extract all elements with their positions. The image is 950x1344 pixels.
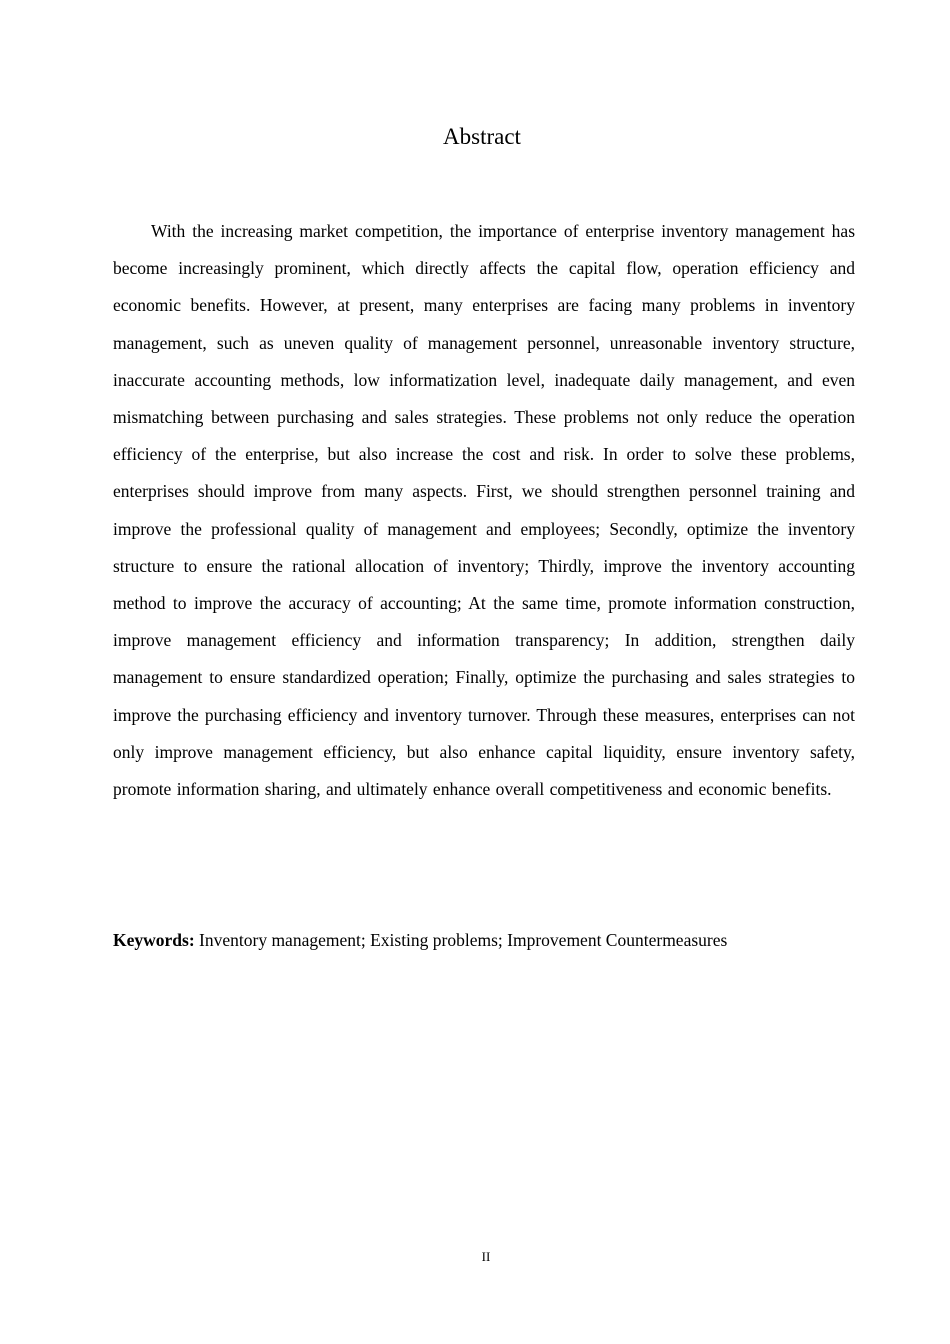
abstract-title: Abstract [443,124,521,149]
page-number: II [481,1249,491,1264]
abstract-body-paragraph: With the increasing market competition, the importance of enterprise inventory management has become increasingly prominent, which directly affects the capital flow, operation efficiency and economic benefits. However, at present, many enterprises are facing many problems in inventory management, such as uneven quality of management personnel, unreasonable inventory structure, inaccurate accounting methods, low informatization level, inadequate daily management, and even mismatching between purchasing and sales strategies. These problems not only reduce the operation efficiency of the enterprise, but also increase the cost and risk. In order to solve these problems, enterprises should improve from many aspects. First, we should strengthen personnel training and improve the professional quality of management and employees; Secondly, optimize the inventory structure to ensure the rational allocation of inventory; Thirdly, improve the inventory accounting method to improve the accuracy of accounting; At the same time, promote information construction, improve management efficiency and information transparency; In addition, strengthen daily management to ensure standardized operation; Finally, optimize the purchasing and sales strategies to improve the purchasing efficiency and inventory turnover. Through these measures, enterprises can not only improve management efficiency, but also enhance capital liquidity, ensure inventory safety, promote information sharing, and ultimately enhance overall competitiveness and economic benefits. [113,221,855,800]
keywords-text: Inventory management; Existing problems; Improvement Countermeasures [194,930,728,950]
keywords-label: Keywords: [113,930,195,950]
keywords-line [113,926,855,954]
